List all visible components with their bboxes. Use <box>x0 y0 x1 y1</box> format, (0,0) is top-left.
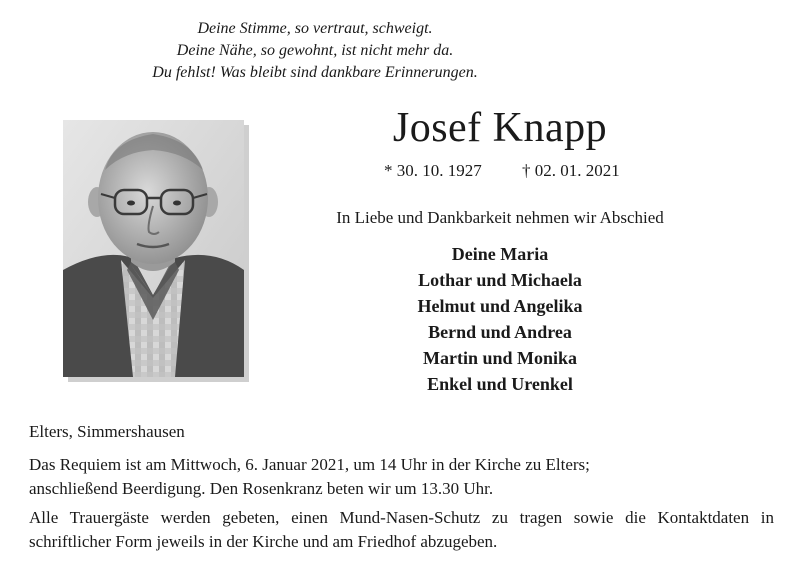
death-date: † 02. 01. 2021 <box>522 161 620 180</box>
birth-date: * 30. 10. 1927 <box>384 161 482 180</box>
poem-line: Du fehlst! Was bleibt sind dankbare Erinnerungen. <box>152 64 478 81</box>
mourner: Bernd und Andrea <box>428 322 572 342</box>
requiem-info <box>29 453 774 501</box>
portrait-photo <box>63 120 244 377</box>
mourner: Enkel und Urenkel <box>427 374 573 394</box>
poem <box>0 18 630 84</box>
covid-notice: Alle Trauergäste werden gebeten, einen Mund-Nasen-Schutz zu tragen sowie die Kontaktdaten in schriftlicher Form jeweils in der Kirche und am Friedhof abzugeben. <box>29 508 774 551</box>
mourner: Martin und Monika <box>422 348 578 368</box>
mourner: Deine Maria <box>451 244 549 264</box>
portrait-image <box>63 120 244 377</box>
mourner: Lothar und Michaela <box>418 270 582 290</box>
poem-line: Deine Nähe, so gewohnt, ist nicht mehr da. <box>176 42 454 59</box>
mourner: Helmut und Angelika <box>417 296 583 316</box>
requiem-line: anschließend Beerdigung. Den Rosenkranz beten wir um 13.30 Uhr. <box>29 479 494 498</box>
farewell-text: In Liebe und Dankbarkeit nehmen wir Abschied <box>336 208 664 227</box>
requiem-line: Das Requiem ist am Mittwoch, 6. Januar 2021, um 14 Uhr in der Kirche zu Elters; <box>29 455 590 474</box>
place-names: Elters, Simmershausen <box>29 422 185 441</box>
mourners-list <box>330 241 670 397</box>
poem-line: Deine Stimme, so vertraut, schweigt. <box>197 20 433 37</box>
deceased-name: Josef Knapp <box>392 105 608 151</box>
